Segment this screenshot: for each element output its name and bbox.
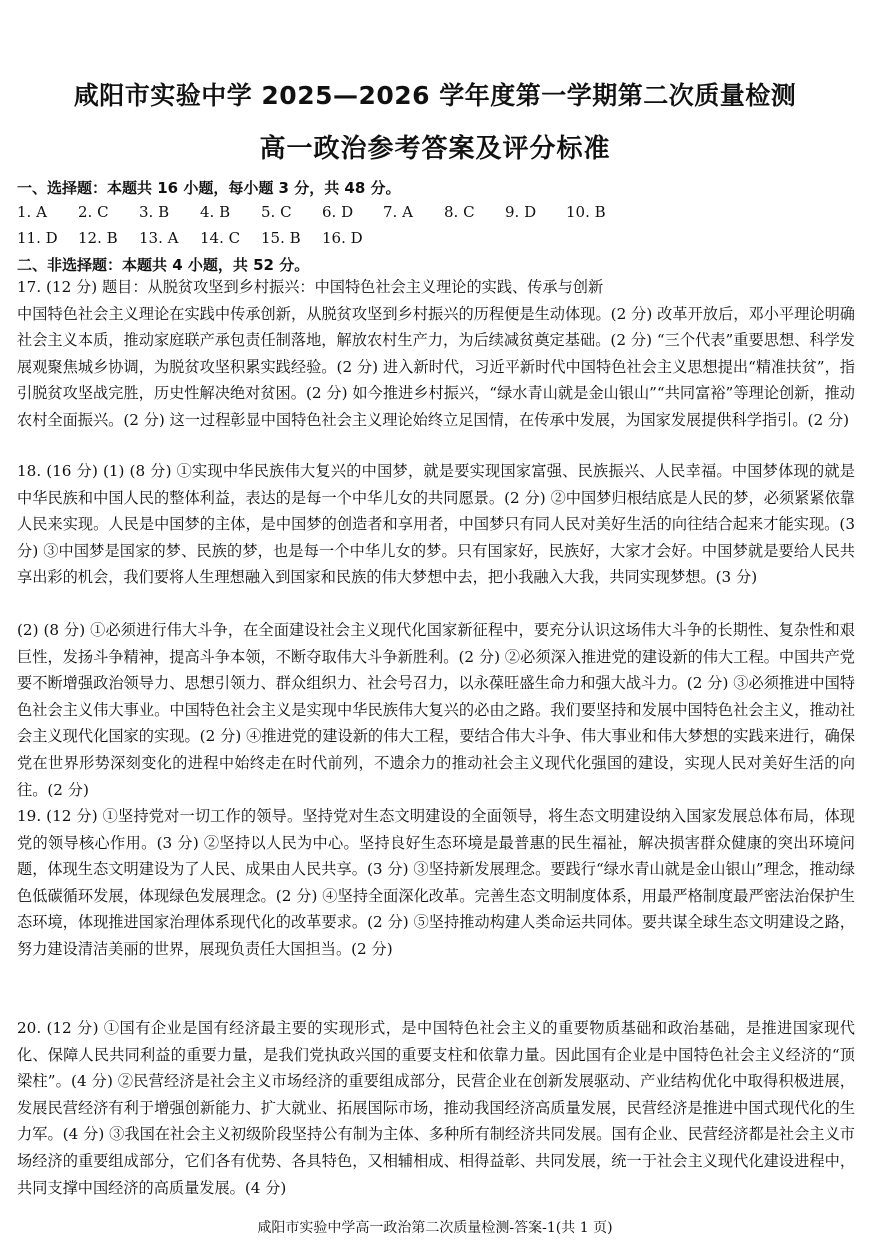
answer-item: 6. D: [322, 203, 354, 221]
answer-item: 7. A: [383, 203, 413, 221]
page-subtitle: 高一政治参考答案及评分标准: [259, 134, 611, 164]
page-title: 咸阳市实验中学 2025—2026 学年度第一学期第二次质量检测: [73, 81, 797, 110]
section-heading-choice: 一、选择题：本题共 16 小题，每小题 3 分，共 48 分。: [17, 179, 401, 197]
answer-row-2: [17, 229, 383, 247]
question-20: 20. (12 分) ①国有企业是国有经济最主要的实现形式，是中国特色社会主义的重要物质基础和政治基础，是推进国家现代化、保障人民共同利益的重要力量，是我们党执政兴国的重要支柱和依靠力量。因此国有企业是中国特色社会主义经济的“顶梁柱”。(4 分) ②民营经济是社会主义市场经济的重要组成部分，民营企业在创新发展驱动、产业结构优化中取得积极进展，发展民营经济有利于增强创新能力、扩大就业、拓展国际市场，推动我国经济高质量发展，民营经济是推进中国式现代化的生力军。(4 分) ③我国在社会主义初级阶段坚持公有制为主体、多种所有制经济共同发展。国有企业、民营经济都是社会主义市场经济的重要组成部分，它们各有优势、各具特色，又相辅相成、相得益彰、共同发展，统一于社会主义现代化建设进程中，共同支撑中国经济的高质量发展。(4 分): [17, 1019, 855, 1197]
answer-item: 5. C: [261, 203, 292, 221]
answer-item: 3. B: [139, 203, 170, 221]
answer-item: 15. B: [261, 229, 301, 247]
question-19: 19. (12 分) ①坚持党对一切工作的领导。坚持党对生态文明建设的全面领导，将生态文明建设纳入国家发展总体布局，体现党的领导核心作用。(3 分) ②坚持以人民为中心。坚持良好生态环境是最普惠的民生福祉，解决损害群众健康的突出环境问题，体现生态文明建设为了人民、成果由人民共享。(3 分) ③坚持新发展理念。要践行“绿水青山就是金山银山”理念，推动绿色低碳循环发展，体现绿色发展理念。(2 分) ④坚持全面深化改革。完善生态文明制度体系，用最严格制度最严密法治保护生态环境，体现推进国家治理体系现代化的改革要求。(2 分) ⑤坚持推动构建人类命运共同体。要共谋全球生态文明建设之路，努力建设清洁美丽的世界，展现负责任大国担当。(2 分): [17, 807, 855, 958]
question-17-answer: 中国特色社会主义理论在实践中传承创新，从脱贫攻坚到乡村振兴的历程便是生动体现。(2 分) 改革开放后，邓小平理论明确社会主义本质，推动家庭联产承包责任制落地，解放农村生产力，为后续减贫奠定基础。(2 分) “三个代表”重要思想、科学发展观聚焦城乡协调，为脱贫攻坚积累实践经验。(2 分) 进入新时代，习近平新时代中国特色社会主义思想提出“精准扶贫”，指引脱贫攻坚战完胜，历史性解决绝对贫困。(2 分) 如今推进乡村振兴，“绿水青山就是金山银山”“共同富裕”等理论创新，推动农村全面振兴。(2 分) 这一过程彰显中国特色社会主义理论始终立足国情，在传承中发展，为国家发展提供科学指引。(2 分): [17, 304, 855, 429]
question-18-part-1: 18. (16 分) (1) (8 分) ①实现中华民族伟大复兴的中国梦，就是要实现国家富强、民族振兴、人民幸福。中国梦体现的就是中华民族和中国人民的整体利益，表达的是每一个中华儿女的共同愿景。(2 分) ②中国梦归根结底是人民的梦，必须紧紧依靠人民来实现。人民是中国梦的主体，是中国梦的创造者和享用者，中国梦只有同人民对美好生活的向往结合起来才能实现。(3 分) ③中国梦是国家的梦、民族的梦，也是每一个中华儿女的梦。只有国家好，民族好，大家才会好。中国梦就是要给人民共享出彩的机会，我们要将人生理想融入到国家和民族的伟大梦想中去，把小我融入大我，共同实现梦想。(3 分): [17, 462, 855, 587]
answer-item: 2. C: [78, 203, 109, 221]
answer-row-1: [17, 203, 627, 221]
answer-item: 10. B: [566, 203, 606, 221]
page-footer: 咸阳市实验中学高一政治第二次质量检测-答案-1(共 1 页): [257, 1220, 613, 1236]
answer-item: 9. D: [505, 203, 537, 221]
question-17-title: 17. (12 分) 题目：从脱贫攻坚到乡村振兴：中国特色社会主义理论的实践、传承与创新: [17, 278, 604, 296]
answer-item: 13. A: [139, 229, 179, 247]
answer-item: 16. D: [322, 229, 363, 247]
answer-item: 11. D: [17, 229, 58, 247]
question-17: [17, 274, 855, 434]
answer-item: 12. B: [78, 229, 118, 247]
section-heading-nonchoice: 二、非选择题：本题共 4 小题，共 52 分。: [17, 256, 310, 274]
answer-item: 1. A: [17, 203, 47, 221]
answer-item: 4. B: [200, 203, 231, 221]
answer-item: 8. C: [444, 203, 475, 221]
question-18-part-2: (2) (8 分) ①必须进行伟大斗争，在全面建设社会主义现代化国家新征程中，要充分认识这场伟大斗争的长期性、复杂性和艰巨性，发扬斗争精神，提高斗争本领，不断夺取伟大斗争新胜利。(2 分) ②必须深入推进党的建设新的伟大工程。中国共产党要不断增强政治领导力、思想引领力、群众组织力、社会号召力，以永葆旺盛生命力和强大战斗力。(2 分) ③必须推进中国特色社会主义伟大事业。中国特色社会主义是实现中华民族伟大复兴的必由之路。我们要坚持和发展中国特色社会主义，推动社会主义现代化国家的实现。(2 分) ④推进党的建设新的伟大工程，要结合伟大斗争、伟大事业和伟大梦想的实践来进行，确保党在世界形势深刻变化的进程中始终走在时代前列，不遗余力的推动社会主义现代化强国的建设，实现人民对美好生活的向往。(2 分): [17, 621, 855, 799]
answer-item: 14. C: [200, 229, 241, 247]
